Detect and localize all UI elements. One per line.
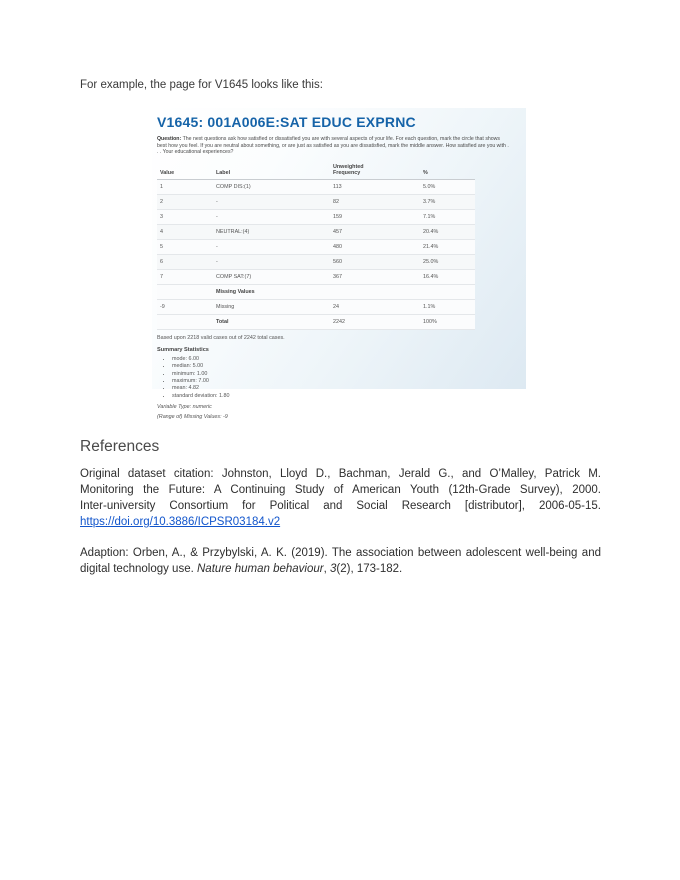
summary-statistics-list xyxy=(157,356,526,400)
doi-line xyxy=(80,514,601,530)
references-heading: References xyxy=(80,438,160,455)
question-text: The next questions ask how satisfied or dissatisfied you are with several aspects of your life. For each question, mark the circle that shows best how you feel. If you are neutral about something, or are just as satisfied as you are dissatisfied, mark the middle answer. How satisfied are you with . . . Your educational experiences? xyxy=(157,136,509,156)
col-header-frequency: Unweighted Frequency xyxy=(330,162,420,180)
table-row: 3 - 159 7.1% xyxy=(157,209,475,224)
doi-link[interactable]: https://doi.org/10.3886/ICPSR03184.v2 xyxy=(80,516,281,528)
total-row: Total 2242 100% xyxy=(157,314,475,329)
table-row: 1 COMP DIS:(1) 113 5.0% xyxy=(157,179,475,194)
table-row: 4 NEUTRAL:(4) 457 20.4% xyxy=(157,224,475,239)
table-header-row xyxy=(157,162,475,180)
adaption-paragraph xyxy=(80,545,601,577)
adaption-line: Adaption: Orben, A., & Przybylski, A. K. (2019). The association between adolescent well-being and xyxy=(80,547,601,559)
stat-maximum: • maximum: 7.00 xyxy=(172,378,526,385)
table-row: 7 COMP SAT:(7) 367 16.4% xyxy=(157,269,475,284)
stat-mode: • mode: 6.00 xyxy=(172,356,526,363)
stat-median: • median: 5.00 xyxy=(172,363,526,370)
embedded-codebook-screenshot xyxy=(152,108,526,421)
variable-type-note: Variable Type: numeric xyxy=(157,404,212,411)
journal-volume: 3 xyxy=(329,563,337,575)
original-citation-paragraph xyxy=(80,466,601,530)
stat-minimum: • minimum: 1.00 xyxy=(172,371,526,378)
codebook-content xyxy=(152,108,526,420)
col-header-percent: % xyxy=(420,162,475,180)
missing-values-range-note: (Range of) Missing Values: -9 xyxy=(157,414,228,421)
variable-title: V1645: 001A006E:SAT EDUC EXPRNC xyxy=(157,114,416,130)
summary-statistics-title: Summary Statistics xyxy=(157,346,209,353)
intro-text: For example, the page for V1645 looks like this: xyxy=(80,79,323,91)
adaption-line: digital technology use. Nature human behaviour, 3(2), 173-182. xyxy=(80,563,403,575)
citation-line: Monitoring the Future: A Continuing Study of American Youth (12th-Grade Survey), 2000. xyxy=(80,484,601,496)
question-label: Question: xyxy=(157,136,182,142)
question-paragraph xyxy=(157,136,509,156)
citation-line: Original dataset citation: Johnston, Lloyd D., Bachman, Jerald G., and O’Malley, Patrick M. xyxy=(80,468,601,480)
table-row: 2 - 82 3.7% xyxy=(157,194,475,209)
missing-row: -9 Missing 24 1.1% xyxy=(157,299,475,314)
stat-mean: • mean: 4.82 xyxy=(172,385,526,392)
stat-stddev: • standard deviation: 1.80 xyxy=(172,393,526,400)
frequency-table xyxy=(157,162,475,330)
missing-values-header-row: Missing Values xyxy=(157,284,475,299)
col-header-value: Value xyxy=(157,162,213,180)
citation-line: Inter-university Consortium for Political and Social Research [distributor], 2006-05-15. xyxy=(80,500,601,512)
table-row: 6 - 560 25.0% xyxy=(157,254,475,269)
journal-name: Nature human behaviour xyxy=(197,563,324,575)
valid-cases-note: Based upon 2218 valid cases out of 2242 total cases. xyxy=(157,334,285,341)
table-row: 5 - 480 21.4% xyxy=(157,239,475,254)
col-header-label: Label xyxy=(213,162,330,180)
